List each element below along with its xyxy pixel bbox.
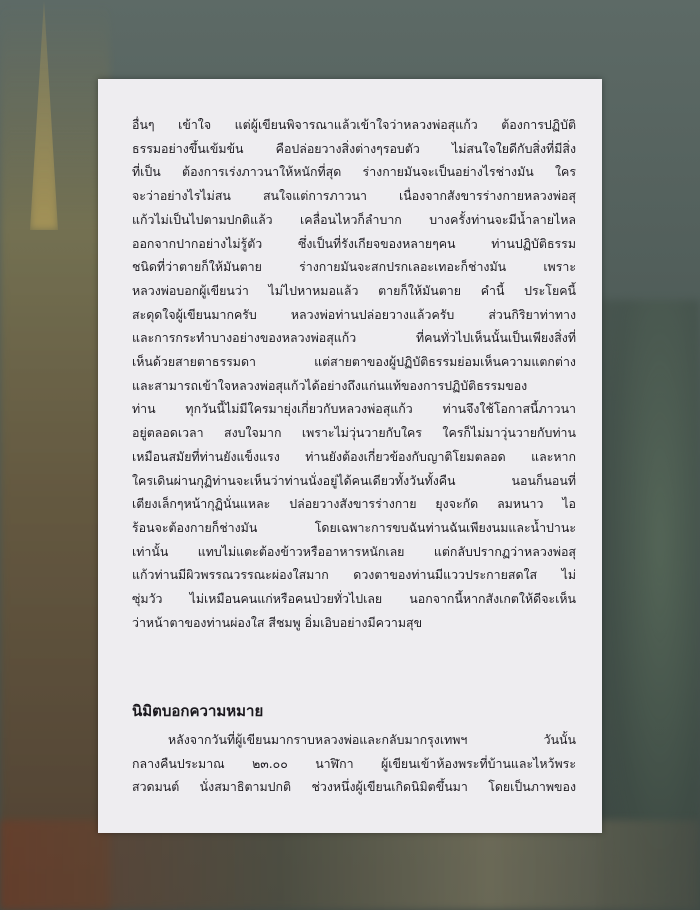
text-line: แก้วไม่เป็นไปตามปกติแล้ว เคลื่อนไหวก็ลำบาก บางครั้งท่านจะมีน้ำลายไหล xyxy=(132,211,576,227)
text-line: สะดุดใจผู้เขียนมากครับ หลวงพ่อท่านปล่อยวางแล้วครับ ส่วนกิริยาท่าทาง xyxy=(132,306,576,322)
text-line: ธรรมอย่างขึ้นเข้มข้น คือปล่อยวางสิ่งต่างๆรอบตัว ไม่สนใจใยดีกับสิ่งที่มีสิ่ง xyxy=(132,140,576,156)
text-line: ท่าน ทุกวันนี้ไม่มีใครมายุ่งเกี่ยวกับหลวงพ่อสุแก้ว ท่านจึงใช้โอกาสนี้ภาวนา xyxy=(132,401,576,417)
text-line: ชนิดที่ว่าตายก็ให้มันตาย ร่างกายมันจะสกปรกเลอะเทอะก็ช่างมัน เพราะ xyxy=(132,259,576,275)
paragraph-1 xyxy=(132,113,576,634)
text-line: ร้อนจะต้องกายก็ช่างมัน โดยเฉพาะการขบฉันท่านฉันเพียงนมและน้ำปานะ xyxy=(132,519,576,535)
paragraph-2 xyxy=(132,728,576,799)
text-line: และการกระทำบางอย่างของหลวงพ่อสุแก้ว ที่คนทั่วไปเห็นนั้นเป็นเพียงสิ่งที่ xyxy=(132,330,576,346)
text-line: เตียงเล็กๆหน้ากุฏินั่นแหละ ปล่อยวางสังขารร่างกาย ยุงจะกัด ลมหนาว ไอ xyxy=(132,496,576,512)
text-line: กลางคืนประมาณ ๒๓.๐๐ นาฬิกา ผู้เขียนเข้าห้องพระที่บ้านและไหว้พระ xyxy=(132,755,576,771)
text-line: สวดมนต์ นั่งสมาธิตามปกติ ช่วงหนึ่งผู้เขียนเกิดนิมิตขึ้นมา โดยเป็นภาพของ xyxy=(132,779,576,795)
book-page xyxy=(98,79,602,833)
background-temple xyxy=(0,0,110,910)
text-line: อื่นๆ เข้าใจ แต่ผู้เขียนพิจารณาแล้วเข้าใจว่าหลวงพ่อสุแก้ว ต้องการปฏิบัติ xyxy=(132,117,576,132)
text-line: เห็นด้วยสายตาธรรมดา แต่สายตาของผู้ปฏิบัติธรรมย่อมเห็นความแตกต่าง xyxy=(132,354,576,370)
text-line: หลังจากวันที่ผู้เขียนมากราบหลวงพ่อและกลับมากรุงเทพฯ วันนั้น xyxy=(168,732,576,747)
text-line: ใครเดินผ่านกุฏิท่านจะเห็นว่าท่านนั่งอยู่ได้คนเดียวทั้งวันทั้งคืน นอนก็นอนที่ xyxy=(132,472,576,488)
text-line: และสามารถเข้าใจหลวงพ่อสุแก้วได้อย่างถึงแก่นแท้ของการปฏิบัติธรรมของ xyxy=(132,377,528,393)
background-bottom xyxy=(0,820,700,910)
text-line: แก้วท่านมีผิวพรรณวรรณะผ่องใสมาก ดวงตาของท่านมีแววประกายสดใส ไม่ xyxy=(132,567,576,583)
background-trees xyxy=(600,300,700,910)
text-line: หลวงพ่อบอกผู้เขียนว่า ไม่ไปหาหมอแล้ว ตายก็ให้มันตาย คำนี้ ประโยคนี้ xyxy=(132,282,576,298)
text-line: เหมือนสมัยที่ท่านยังแข็งแรง ท่านยังต้องเกี่ยวข้องกับญาติโยมตลอด และหาก xyxy=(132,448,576,464)
text-line: เท่านั้น แทบไม่แตะต้องข้าวหรืออาหารหนักเลย แต่กลับปรากฏว่าหลวงพ่อสุ xyxy=(132,543,576,559)
text-line: ซุ่มวัว ไม่เหมือนคนแก่หรือคนป่วยทั่วไปเลย นอกจากนี้หากสังเกตให้ดีจะเห็น xyxy=(132,591,576,607)
text-line: อยู่ตลอดเวลา สงบใจมาก เพราะไม่วุ่นวายกับใคร ใครก็ไม่มาวุ่นวายกับท่าน xyxy=(132,425,576,441)
text-line: ว่าหน้าตาของท่านผ่องใส สีชมพู อิ่มเอิบอย่างมีความสุข xyxy=(132,614,423,630)
text-line: ออกจากปากอย่างไม่รู้ตัว ซึ่งเป็นที่รังเกียจของหลายๆคน ท่านปฏิบัติธรรม xyxy=(132,235,576,251)
text-line: จะว่าอย่างไรไม่สน สนใจแต่การภาวนา เนื่องจากสังขารร่างกายหลวงพ่อสุ xyxy=(132,188,576,204)
section-heading: นิมิตบอกความหมาย xyxy=(132,702,264,720)
text-line: ที่เป็น ต้องการเร่งภาวนาให้หนักที่สุด ร่างกายมันจะเป็นอย่างไรช่างมัน ใคร xyxy=(132,164,576,180)
